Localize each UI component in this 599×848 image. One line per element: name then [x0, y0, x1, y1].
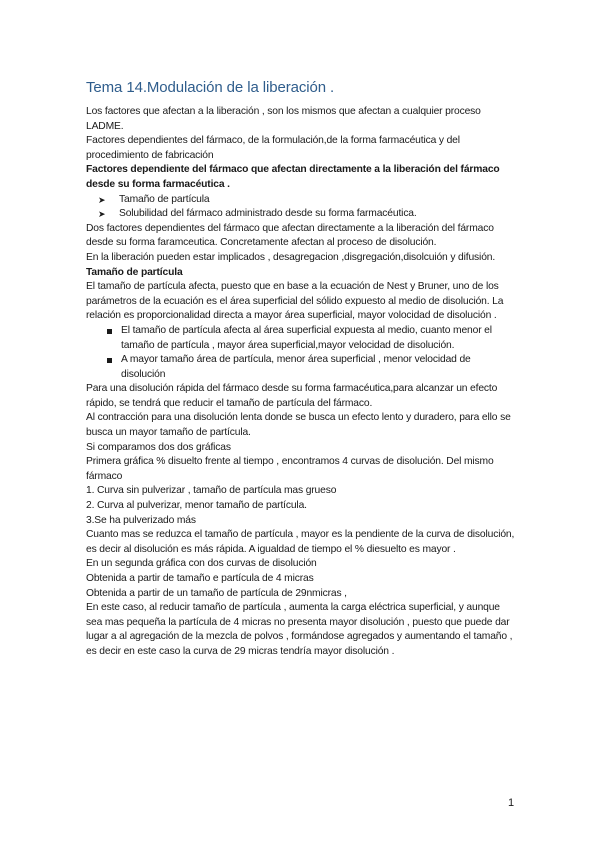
paragraph: Dos factores dependientes del fármaco que afectan directamente a la liberación del fármaco desde su forma faramceutica. Concretamente afectan al proceso de disolución. [86, 222, 494, 249]
paragraph: Primera gráfica % disuelto frente al tiempo , encontramos 4 curvas de disolución. Del mismo fármaco [86, 456, 494, 482]
square-bullet-icon [107, 358, 112, 363]
list-item-text: Tamaño de partícula [119, 193, 210, 205]
arrow-bullet-icon: ➤ [98, 194, 106, 205]
arrow-bullet-icon: ➤ [98, 209, 106, 220]
document-title: Tema 14.Modulación de la liberación . [86, 79, 335, 96]
section-heading: Tamaño de partícula [86, 266, 183, 278]
paragraph: Factores dependientes del fármaco, de la formulación,de la forma farmacéutica y del procedimiento de fabricación [86, 135, 460, 161]
page-number: 1 [508, 797, 515, 809]
paragraph: En la liberación pueden estar implicados , desagregacion ,disgregación,disolcuión y difusión. [86, 251, 496, 263]
paragraph: El tamaño de partícula afecta, puesto que en base a la ecuación de Nest y Bruner, uno de los parámetros de la ecuación es el área superficial del sólido expuesto al medio de disolución. La relación es proporcionalidad directa a mayor área superficial, mayor volocidad de disolución . [86, 281, 504, 322]
arrow-list-item [98, 207, 516, 222]
paragraph: Los factores que afectan a la liberación , son los mismos que afectan a cualquier proceso LADME. [86, 106, 481, 132]
document-body [86, 105, 516, 660]
list-item-text: Solubilidad del fármaco administrado desde su forma farmacéutica. [119, 208, 417, 220]
paragraph: 3.Se ha pulverizado más [86, 514, 196, 526]
paragraph: Al contracción para una disolución lenta donde se busca un efecto lento y duradero, para ello se busca un mayor tamaño de partícula. [86, 412, 511, 439]
paragraph: 1. Curva sin pulverizar , tamaño de partícula mas grueso [86, 485, 337, 497]
bold-paragraph: Factores dependiente del fármaco que afectan directamente a la liberación del fármaco desde su forma farmacéutica . [86, 164, 500, 190]
arrow-list-item [98, 193, 516, 208]
paragraph: En este caso, al reducir tamaño de partícula , aumenta la carga eléctrica superficial, y aunque sea mas pequeña la partícula de 4 micras no presenta mayor disolución , puesto que puede dar lugar a al agregación de la mezcla de polvos , formándose agregados y aumentando el tamaño , es decir en este caso la curva de 29 micras tendría mayor disolución . [86, 602, 513, 657]
paragraph: Obtenida a partir de tamaño e partícula de 4 micras [86, 573, 314, 584]
square-list-item [86, 324, 516, 353]
square-bullet-icon [107, 329, 112, 334]
paragraph: Obtenida a partir de un tamaño de partícula de 29nmicras , [86, 587, 347, 599]
list-item-text: A mayor tamaño área de partícula, menor área superficial , menor velocidad de disolución [121, 354, 471, 380]
paragraph: Cuanto mas se reduzca el tamaño de partícula , mayor es la pendiente de la curva de disolución, es decir al disolución es más rápida. A igualdad de tiempo el % diesuelto es mayor . [86, 529, 515, 555]
paragraph: En un segunda gráfica con dos curvas de disolución [86, 558, 317, 570]
paragraph: Si comparamos dos dos gráficas [86, 441, 231, 453]
paragraph: 2. Curva al pulverizar, menor tamaño de partícula. [86, 500, 307, 512]
square-list-item [86, 353, 516, 382]
list-item-text: El tamaño de partícula afecta al área superficial expuesta al medio, cuanto menor el tamaño de partícula , mayor área superficial,mayor velocidad de disolución. [121, 324, 492, 351]
paragraph: Para una disolución rápida del fármaco desde su forma farmacéutica,para alcanzar un efecto rápido, se tendrá que reducir el tamaño de partícula del fármaco. [86, 383, 498, 409]
